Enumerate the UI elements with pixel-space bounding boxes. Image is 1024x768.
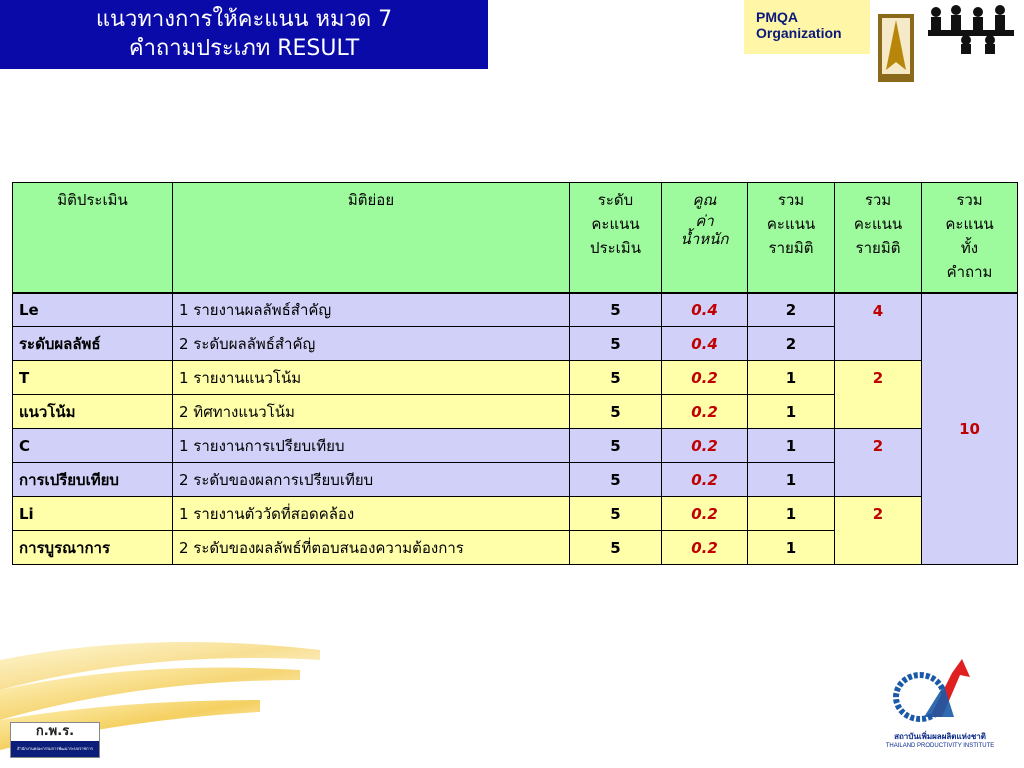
weight-cell: 0.4 (662, 327, 748, 361)
dimension-cell: การบูรณาการ (13, 531, 173, 565)
header-subdimension: มิติย่อย (173, 183, 570, 293)
weight-cell: 0.2 (662, 429, 748, 463)
weight-cell: 0.2 (662, 395, 748, 429)
level-cell: 5 (570, 429, 662, 463)
dimension-cell: C (13, 429, 173, 463)
header-dimension-total: รวม คะแนน รายมิติ (835, 183, 922, 293)
subdimension-cell: 1 รายงานผลลัพธ์สำคัญ (173, 293, 570, 327)
subdimension-cell: 2 ระดับของผลการเปรียบเทียบ (173, 463, 570, 497)
level-cell: 5 (570, 293, 662, 327)
slide-title (0, 0, 488, 69)
subdimension-cell: 1 รายงานแนวโน้ม (173, 361, 570, 395)
table-row (13, 293, 1018, 327)
weight-cell: 0.2 (662, 497, 748, 531)
slide-title-line1: แนวทางการให้คะแนน หมวด 7 (95, 7, 393, 32)
level-cell: 5 (570, 327, 662, 361)
meeting-people-icon (918, 0, 1024, 54)
group-total-cell: 4 (835, 293, 922, 361)
kpr-logo-label: ก.พ.ร. (35, 724, 75, 739)
subdimension-cell: 2 ระดับผลลัพธ์สำคัญ (173, 327, 570, 361)
table-header-row (13, 183, 1018, 293)
score-cell: 1 (748, 361, 835, 395)
pmqa-label-line1: PMQA (756, 9, 798, 25)
dimension-cell: Le (13, 293, 173, 327)
tpi-name-english: THAILAND PRODUCTIVITY INSTITUTE (885, 743, 995, 749)
subdimension-cell: 1 รายงานตัววัดที่สอดคล้อง (173, 497, 570, 531)
weight-cell: 0.2 (662, 463, 748, 497)
kpr-logo (10, 722, 100, 758)
dimension-cell: T (13, 361, 173, 395)
slide-title-line2: คำถามประเภท RESULT (128, 36, 360, 61)
pmqa-label-line2: Organization (756, 25, 842, 41)
level-cell: 5 (570, 361, 662, 395)
tpi-caption (884, 732, 996, 750)
table-row (13, 361, 1018, 395)
dimension-cell: Li (13, 497, 173, 531)
dimension-cell: ระดับผลลัพธ์ (13, 327, 173, 361)
level-cell: 5 (570, 497, 662, 531)
header-dimension: มิติประเมิน (13, 183, 173, 293)
table-row (13, 429, 1018, 463)
scoring-table (12, 182, 1018, 565)
weight-cell: 0.4 (662, 293, 748, 327)
weight-cell: 0.2 (662, 531, 748, 565)
subdimension-cell: 2 ระดับของผลลัพธ์ที่ตอบสนองความต้องการ (173, 531, 570, 565)
tpi-arrow-logo-icon (890, 655, 990, 735)
subdimension-cell: 2 ทิศทางแนวโน้ม (173, 395, 570, 429)
score-cell: 1 (748, 429, 835, 463)
weight-cell: 0.2 (662, 361, 748, 395)
dimension-cell: การเปรียบเทียบ (13, 463, 173, 497)
header-dimension-score: รวม คะแนน รายมิติ (748, 183, 835, 293)
pmqa-organization-label (744, 0, 870, 54)
score-cell: 1 (748, 395, 835, 429)
subdimension-cell: 1 รายงานการเปรียบเทียบ (173, 429, 570, 463)
score-cell: 1 (748, 531, 835, 565)
tpi-name-thai: สถาบันเพิ่มผลผลิตแห่งชาติ (894, 732, 986, 741)
group-total-cell: 2 (835, 497, 922, 565)
level-cell: 5 (570, 463, 662, 497)
dimension-cell: แนวโน้ม (13, 395, 173, 429)
score-cell: 1 (748, 463, 835, 497)
table-row (13, 497, 1018, 531)
group-total-cell: 2 (835, 361, 922, 429)
pmqa-emblem-icon (876, 12, 916, 84)
group-total-cell: 2 (835, 429, 922, 497)
grand-total-cell: 10 (922, 293, 1018, 565)
score-cell: 2 (748, 293, 835, 327)
score-cell: 2 (748, 327, 835, 361)
level-cell: 5 (570, 531, 662, 565)
level-cell: 5 (570, 395, 662, 429)
score-cell: 1 (748, 497, 835, 531)
header-grand-total: รวม คะแนน ทั้ง คำถาม (922, 183, 1018, 293)
kpr-logo-subtitle: สำนักงานคณะกรรมการพัฒนาระบบราชการ (11, 741, 99, 757)
header-weight: คูณ ค่า น้ำหนัก (662, 183, 748, 293)
header-level: ระดับ คะแนน ประเมิน (570, 183, 662, 293)
